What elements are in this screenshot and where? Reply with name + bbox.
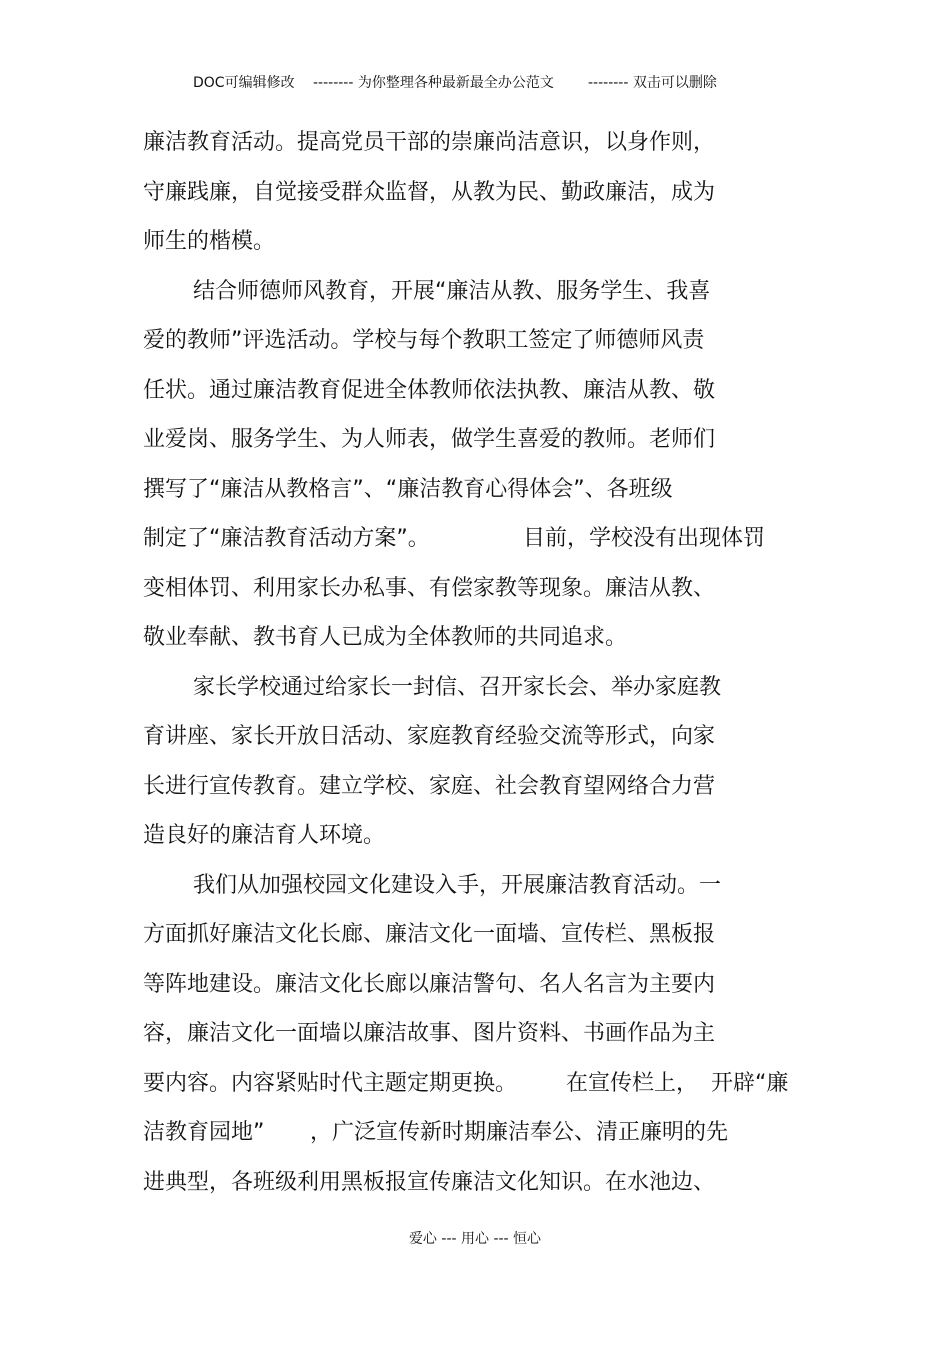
text-line: 洁教育园地”	[143, 1120, 265, 1145]
text-line: 家长学校通过给家长一封信、召开家长会、举办家庭教	[193, 675, 722, 700]
text-line: 任状。通过廉洁教育促进全体教师依法执教、廉洁从教、敬	[143, 378, 716, 403]
text-line: 业爱岗、服务学生、为人师表，做学生喜爱的教师。老师们	[143, 427, 716, 452]
text-line: 造良好的廉洁育人环境。	[143, 823, 386, 848]
text-line: 结合师德师风教育，开展“廉洁从教、服务学生、我喜	[193, 279, 711, 304]
text-line: 容，廉洁文化一面墙以廉洁故事、图片资料、书画作品为主	[143, 1021, 716, 1046]
text-line: 在宣传栏上，	[566, 1071, 699, 1096]
page-footer: 爱心 --- 用心 --- 恒心	[408, 1231, 542, 1247]
header-right-text: -------- 双击可以删除	[588, 75, 717, 91]
text-line: 爱的教师”评选活动。学校与每个教职工签定了师德师风责	[143, 328, 705, 353]
text-line: 撰写了“廉洁从教格言”、“廉洁教育心得体会”、各班级	[143, 477, 673, 502]
text-line: 进典型，各班级利用黑板报宣传廉洁文化知识。在水池边、	[143, 1170, 716, 1195]
text-line: ，广泛宣传新时期廉洁奉公、清正廉明的先	[310, 1120, 729, 1145]
text-line: 等阵地建设。廉洁文化长廊以廉洁警句、名人名言为主要内	[143, 972, 716, 997]
text-line: 守廉践廉，自觉接受群众监督，从教为民、勤政廉洁，成为	[143, 180, 716, 205]
text-line: 制定了“廉洁教育活动方案”。	[143, 526, 430, 551]
text-line: 目前，学校没有出现体罚	[523, 526, 766, 551]
text-line: 师生的楷模。	[143, 229, 276, 254]
text-line: 长进行宣传教育。建立学校、家庭、社会教育望网络合力营	[143, 774, 716, 799]
header-middle-text: -------- 为你整理各种最新最全办公范文	[313, 75, 554, 91]
header-left-text: DOC可编辑修改	[193, 75, 295, 91]
text-line: 要内容。内容紧贴时代主题定期更换。	[143, 1071, 518, 1096]
text-line: 变相体罚、利用家长办私事、有偿家教等现象。廉洁从教、	[143, 576, 716, 601]
text-line: 方面抓好廉洁文化长廊、廉洁文化一面墙、宣传栏、黑板报	[143, 922, 716, 947]
text-line: 我们从加强校园文化建设入手，开展廉洁教育活动。一	[193, 873, 722, 898]
text-line: 开辟“廉	[711, 1071, 789, 1096]
text-line: 育讲座、家长开放日活动、家庭教育经验交流等形式，向家	[143, 724, 716, 749]
text-line: 敬业奉献、教书育人已成为全体教师的共同追求。	[143, 625, 628, 650]
text-line: 廉洁教育活动。提高党员干部的崇廉尚洁意识，以身作则，	[143, 130, 716, 155]
